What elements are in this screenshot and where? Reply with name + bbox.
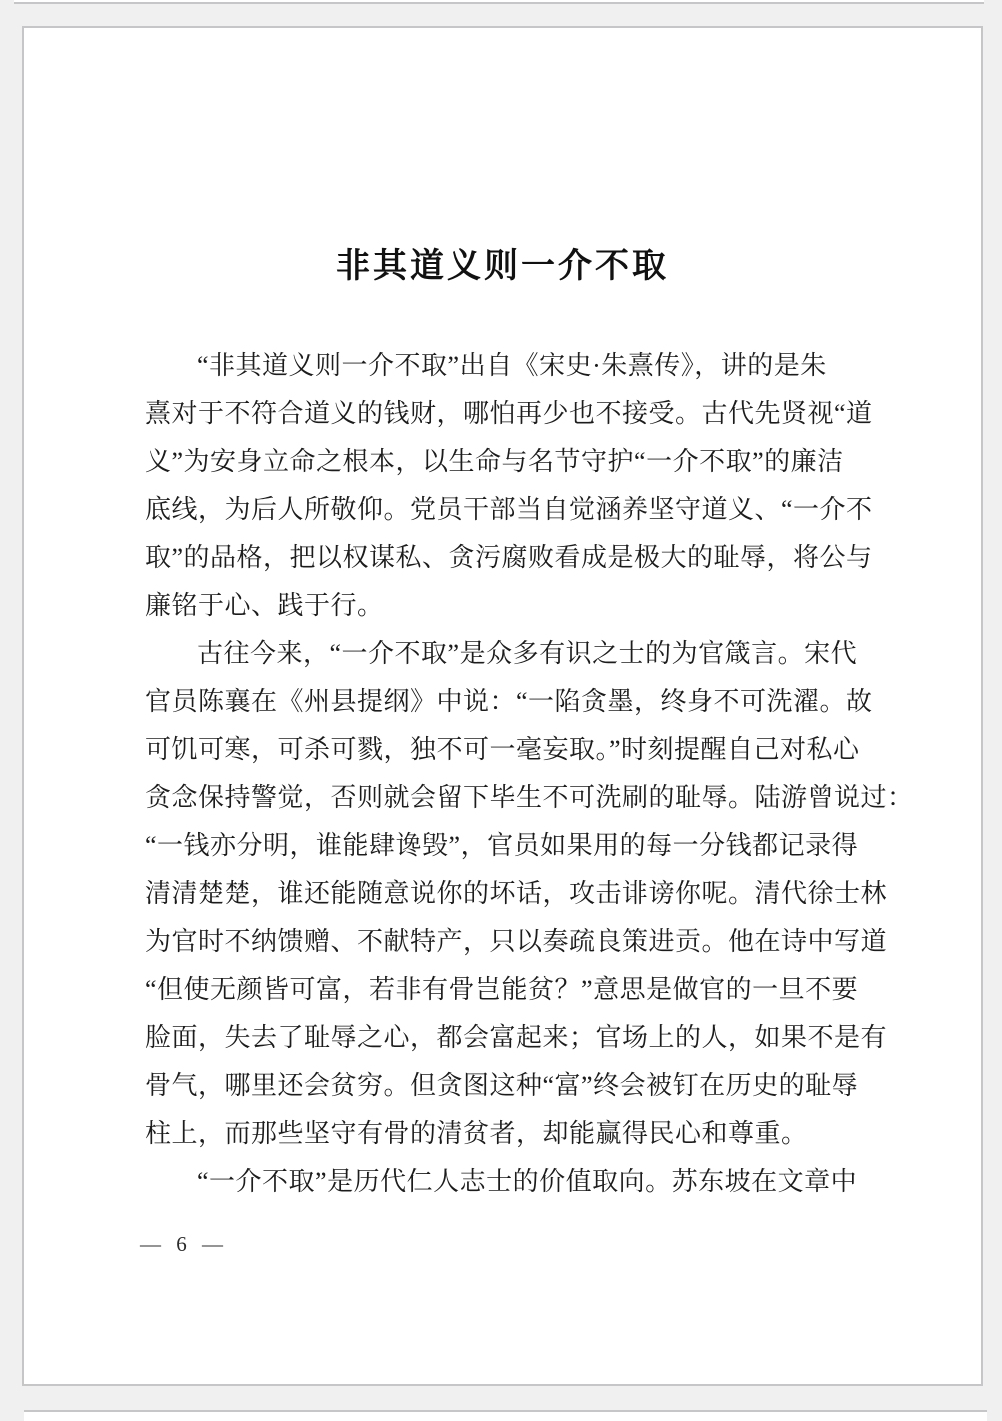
text-line: “一钱亦分明，谁能肆谗毁”，官员如果用的每一分钱都记录得 bbox=[145, 831, 859, 860]
text-line: 清清楚楚，谁还能随意说你的坏话，攻击诽谤你呢。清代徐士林 bbox=[145, 879, 888, 908]
text-line: 取”的品格，把以权谋私、贪污腐败看成是极大的耻辱，将公与 bbox=[145, 543, 873, 572]
text-line: 熹对于不符合道义的钱财，哪怕再少也不接受。古代先贤视“道 bbox=[145, 399, 873, 428]
text-line: 骨气，哪里还会贫穷。但贪图这种“富”终会被钉在历史的耻辱 bbox=[145, 1071, 859, 1100]
page-title: 非其道义则一介不取 bbox=[336, 247, 669, 285]
previous-page-edge bbox=[14, 0, 984, 4]
next-page-edge bbox=[24, 1410, 987, 1421]
document-page bbox=[22, 26, 983, 1386]
paragraph bbox=[145, 630, 914, 1158]
text-line: 官员陈襄在《州县提纲》中说：“一陷贪墨，终身不可洗濯。故 bbox=[145, 687, 873, 716]
paragraph bbox=[145, 342, 877, 630]
text-line: 义”为安身立命之根本，以生命与名节守护“一介不取”的廉洁 bbox=[145, 447, 844, 476]
text-line: 柱上，而那些坚守有骨的清贫者，却能赢得民心和尊重。 bbox=[145, 1119, 808, 1148]
text-line: 廉铭于心、践于行。 bbox=[145, 591, 384, 620]
text-line: 贪念保持警觉，否则就会留下毕生不可洗刷的耻辱。陆游曾说过： bbox=[145, 783, 914, 812]
document-body bbox=[24, 342, 914, 1206]
text-line: “非其道义则一介不取”出自《宋史·朱熹传》，讲的是朱 bbox=[197, 351, 827, 380]
text-line: 为官时不纳馈赠、不献特产，只以奏疏良策进贡。他在诗中写道 bbox=[145, 927, 888, 956]
text-line: “一介不取”是历代仁人志士的价值取向。苏东坡在文章中 bbox=[197, 1167, 858, 1196]
text-line: 脸面，失去了耻辱之心，都会富起来；官场上的人，如果不是有 bbox=[145, 1023, 888, 1052]
paragraph bbox=[145, 1158, 877, 1206]
text-line: 底线，为后人所敬仰。党员干部当自觉涵养坚守道义、“一介不 bbox=[145, 495, 873, 524]
text-line: 可饥可寒，可杀可戮，独不可一毫妄取。”时刻提醒自己对私心 bbox=[145, 735, 860, 764]
text-line: “但使无颜皆可富，若非有骨岂能贫？”意思是做官的一旦不要 bbox=[145, 975, 859, 1004]
text-line: 古往今来，“一介不取”是众多有识之士的为官箴言。宋代 bbox=[197, 639, 858, 668]
page-number: — 6 — bbox=[140, 1232, 224, 1256]
